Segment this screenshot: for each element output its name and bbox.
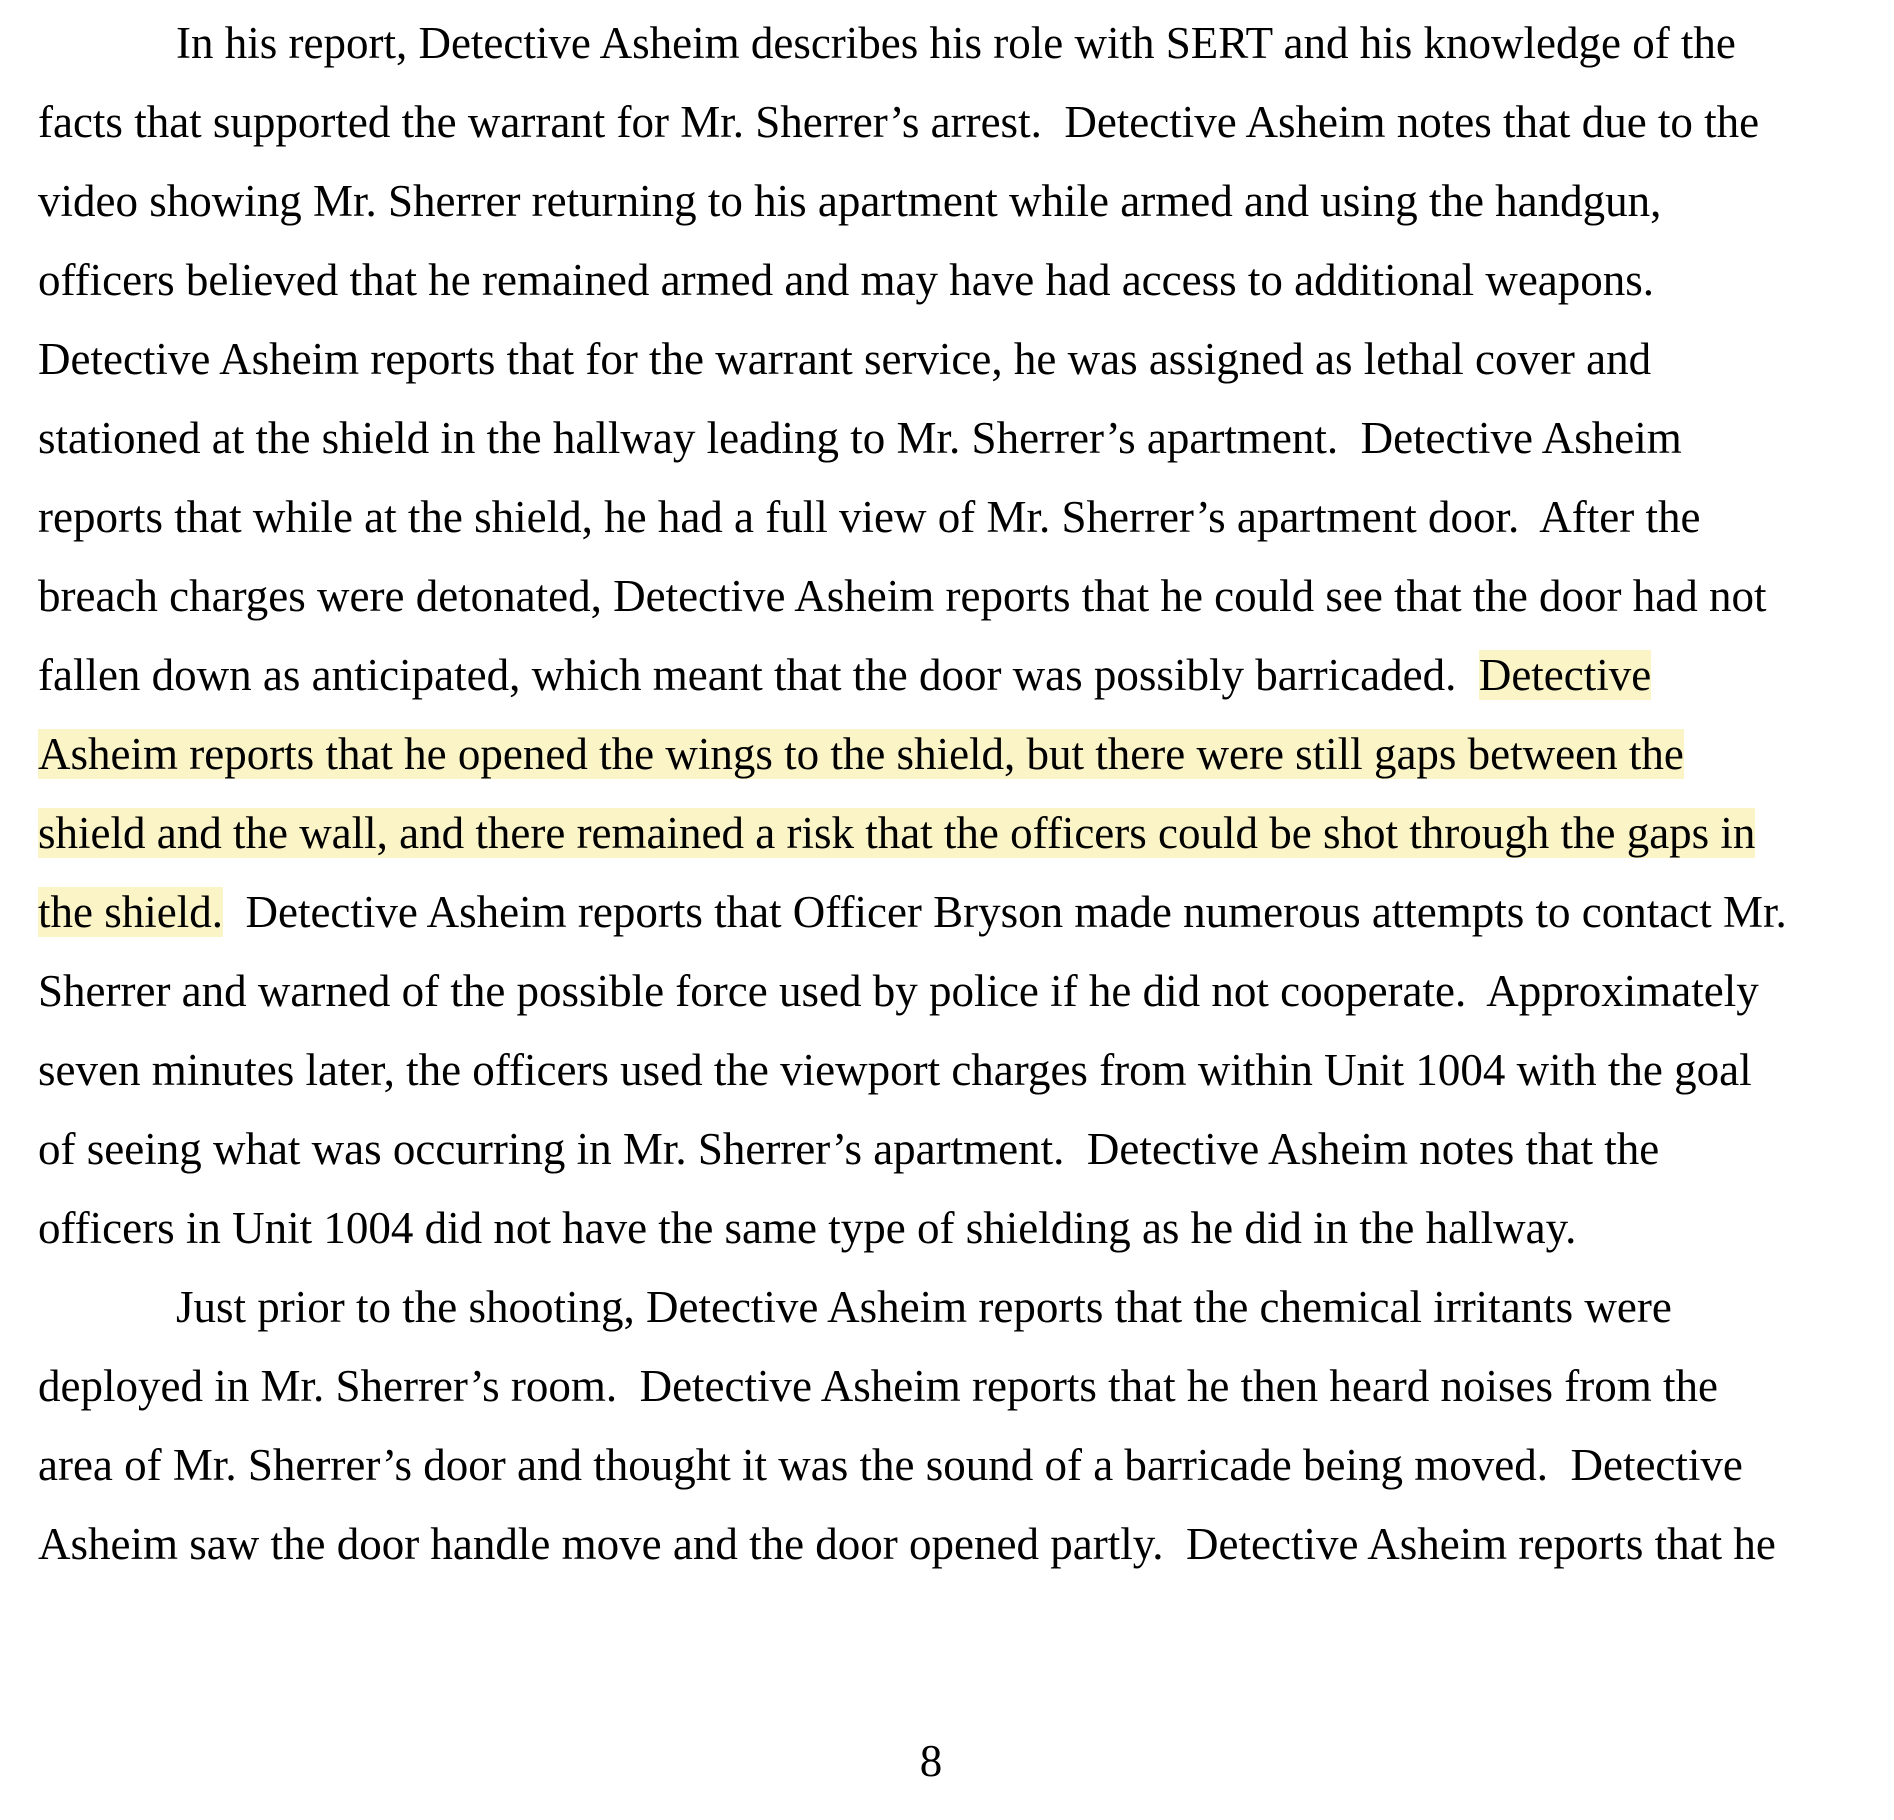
highlighted-text: the shield. bbox=[38, 887, 223, 937]
text-line bbox=[38, 1347, 1868, 1426]
text-segment: facts that supported the warrant for Mr. Sherrer’s arrest. Detective Asheim notes that due to the bbox=[38, 97, 1760, 147]
text-line bbox=[38, 1505, 1868, 1584]
text-line bbox=[38, 162, 1868, 241]
text-segment: Detective Asheim reports that Officer Bryson made numerous attempts to contact Mr. bbox=[222, 887, 1787, 937]
text-line bbox=[38, 399, 1868, 478]
text-line bbox=[38, 320, 1868, 399]
text-line bbox=[38, 557, 1868, 636]
text-line bbox=[38, 1268, 1868, 1347]
text-line bbox=[38, 715, 1868, 794]
text-line bbox=[38, 1031, 1868, 1110]
text-segment: Detective Asheim reports that for the warrant service, he was assigned as lethal cover and bbox=[38, 334, 1652, 384]
text-line bbox=[38, 83, 1868, 162]
text-segment: Just prior to the shooting, Detective Asheim reports that the chemical irritants were bbox=[176, 1282, 1672, 1332]
text-segment: reports that while at the shield, he had a full view of Mr. Sherrer’s apartment door. After the bbox=[38, 492, 1701, 542]
text-segment: Sherrer and warned of the possible force used by police if he did not cooperate. Approximately bbox=[38, 966, 1759, 1016]
text-segment: of seeing what was occurring in Mr. Sherrer’s apartment. Detective Asheim notes that the bbox=[38, 1124, 1660, 1174]
text-line bbox=[38, 636, 1868, 715]
text-line bbox=[38, 1110, 1868, 1189]
highlighted-text: shield and the wall, and there remained a risk that the officers could be shot through the gaps in bbox=[38, 808, 1756, 858]
text-line bbox=[38, 4, 1868, 83]
text-segment: officers in Unit 1004 did not have the same type of shielding as he did in the hallway. bbox=[38, 1203, 1577, 1253]
text-segment: In his report, Detective Asheim describes his role with SERT and his knowledge of the bbox=[176, 18, 1736, 68]
text-segment: officers believed that he remained armed and may have had access to additional weapons. bbox=[38, 255, 1655, 305]
text-line bbox=[38, 873, 1868, 952]
text-segment: deployed in Mr. Sherrer’s room. Detective Asheim reports that he then heard noises from the bbox=[38, 1361, 1718, 1411]
highlighted-text: Detective bbox=[1478, 650, 1652, 700]
text-line bbox=[38, 1426, 1868, 1505]
text-segment: video showing Mr. Sherrer returning to his apartment while armed and using the handgun, bbox=[38, 176, 1662, 226]
text-line bbox=[38, 952, 1868, 1031]
text-line bbox=[38, 241, 1868, 320]
text-segment: stationed at the shield in the hallway leading to Mr. Sherrer’s apartment. Detective Asheim bbox=[38, 413, 1682, 463]
text-segment: area of Mr. Sherrer’s door and thought it was the sound of a barricade being moved. Detective bbox=[38, 1440, 1743, 1490]
body-text bbox=[38, 4, 1868, 1584]
page-number: 8 bbox=[919, 1736, 943, 1786]
text-segment: Asheim saw the door handle move and the door opened partly. Detective Asheim reports that he bbox=[38, 1519, 1776, 1569]
text-segment: fallen down as anticipated, which meant that the door was possibly barricaded. bbox=[38, 650, 1479, 700]
text-line bbox=[38, 794, 1868, 873]
highlighted-text: Asheim reports that he opened the wings to the shield, but there were still gaps between the bbox=[38, 729, 1684, 779]
text-segment: breach charges were detonated, Detective Asheim reports that he could see that the door had not bbox=[38, 571, 1767, 621]
text-segment: seven minutes later, the officers used the viewport charges from within Unit 1004 with the goal bbox=[38, 1045, 1752, 1095]
text-line bbox=[38, 478, 1868, 557]
text-line bbox=[38, 1189, 1868, 1268]
